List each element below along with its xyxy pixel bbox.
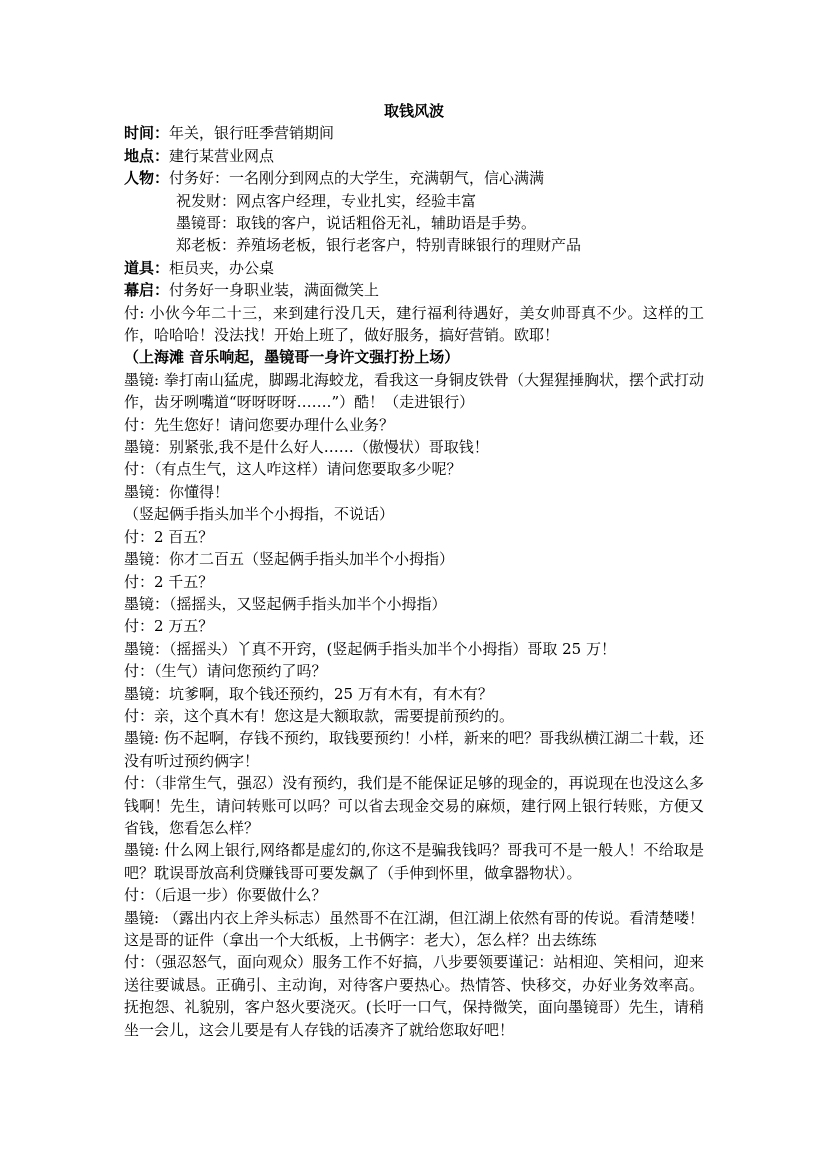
place-line [124,145,704,167]
script-line: 付：（强忍怒气，面向观众）服务工作不好搞，八步要领要谨记：站相迎、笑相问，迎来送往要诚恳。正确引、主动询，对待客户要热心。热情答、快移交，办好业务效率高。抚抱怨、礼貌别，客户怒火要浇灭。(长吁一口气，保持微笑，面向墨镜哥）先生，请稍坐一会儿，这会儿要是有人存钱的话凑齐了就给您取好吧！ [124,953,704,1039]
stage-direction: （上海滩 音乐响起，墨镜哥一身许文强打扮上场） [124,348,460,367]
script-line: 墨镜：你才二百五（竖起俩手指头加半个小拇指） [124,550,455,569]
time-label: 时间： [124,124,170,143]
person-zhu: 祝发财：网点客户经理，专业扎实，经验丰富 [176,191,477,210]
script-line: 付：（非常生气，强忍）没有预约，我们是不能保证足够的现金的，再说现在也没这么多钱啊！先生，请问转账可以吗？可以省去现金交易的麻烦，建行网上银行转账，方便又省钱，您看怎么样？ [124,774,704,837]
script-line: 付：亲，这个真木有！您这是大额取款，需要提前预约的。 [124,706,515,725]
people-line [124,167,704,189]
person-zheng: 郑老板：养殖场老板，银行老客户，特别青睐银行的理财产品 [176,236,582,255]
script-line: 付：2 百五？ [124,527,214,546]
stage-direction: （竖起俩手指头加半个小拇指，不说话） [124,505,395,524]
place-label: 地点： [124,146,170,165]
script-line: 墨镜: （露出内衣上斧头标志）虽然哥不在江湖，但江湖上依然有哥的传说。看清楚喽！这是哥的证件（拿出一个大纸板，上书俩字：老大），怎么样？出去练练 [124,908,704,950]
curtain-label: 幕启： [124,281,170,300]
script-line: 付：2 千五？ [124,572,214,591]
script-line: 墨镜：别紧张,我不是什么好人……（傲慢状）哥取钱！ [124,438,489,457]
person-mojing: 墨镜哥：取钱的客户，说话粗俗无礼，辅助语是手势。 [176,214,537,233]
script-line: 付：2 万五？ [124,617,214,636]
script-line: 墨镜: 什么网上银行,网络都是虚幻的,你这不是骗我钱吗？哥我可不是一般人！不给取是吧？耽误哥放高利贷赚钱哥可要发飙了（手伸到怀里，做拿器物状）。 [124,841,704,882]
script-line: 墨镜: 伤不起啊，存钱不预约，取钱要预约！小样，新来的吧？哥我纵横江湖二十载，还没有听过预约俩字！ [124,729,704,770]
script-line: 墨镜：（摇摇头）丫真不开窍，(竖起俩手指头加半个小拇指）哥取 25 万！ [124,639,616,658]
page-title: 取钱风波 [383,102,444,120]
person-fu: 付务好：一名刚分到网点的大学生，充满朝气，信心满满 [169,169,545,188]
script-line: 墨镜: 拳打南山猛虎，脚踢北海蛟龙，看我这一身铜皮铁骨（大猩猩捶胸状，摆个武打动作，齿牙咧嘴道“呀呀呀呀…….”）酷！（走进银行） [124,370,704,412]
people-label: 人物： [124,169,170,188]
time-line [124,122,704,144]
script-line: 付: 小伙今年二十三，来到建行没几天，建行福利待遇好，美女帅哥真不少。这样的工作，哈哈哈！没法找！开始上班了，做好服务，搞好营销。欧耶！ [124,303,704,345]
place-value: 建行某营业网点 [169,146,275,165]
script-line: 墨镜：你懂得！ [124,482,230,501]
props-value: 柜员夹，办公桌 [169,258,275,277]
props-line [124,257,704,279]
script-line: 付：（有点生气，这人咋这样）请问您要取多少呢？ [124,460,462,479]
script-line: 墨镜：（摇摇头，又竖起俩手指头加半个小拇指） [124,594,447,613]
time-value: 年关，银行旺季营销期间 [169,124,335,143]
script-line: 付：（后退一步）你要做什么？ [124,886,327,905]
script-line: 墨镜：坑爹啊，取个钱还预约，25 万有木有，有木有？ [124,684,493,703]
curtain-line [124,279,704,301]
props-label: 道具： [124,258,170,277]
curtain-value: 付务好一身职业装，满面微笑上 [169,281,380,300]
script-line: 付：先生您好！请问您要办理什么业务？ [124,415,395,434]
document-page [124,100,704,1041]
script-line: 付：（生气）请问您预约了吗？ [124,662,327,681]
